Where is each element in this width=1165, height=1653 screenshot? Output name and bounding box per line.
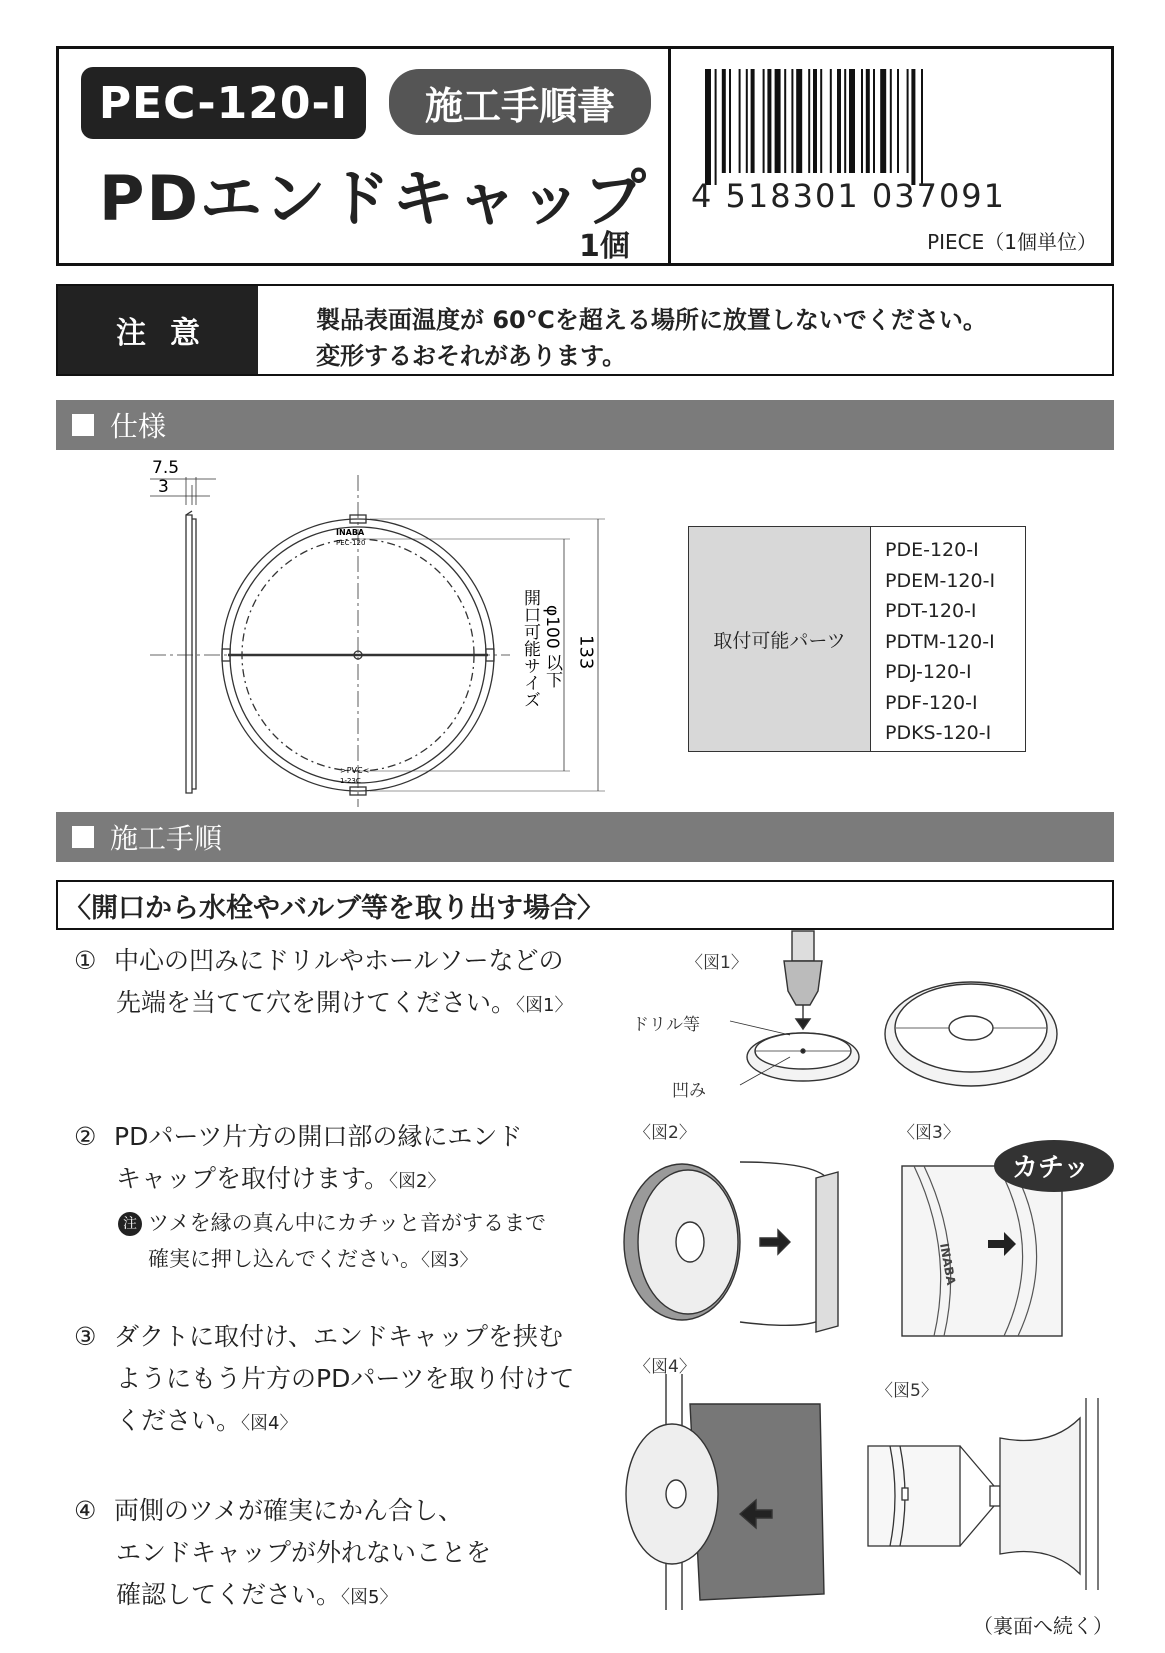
step-text: エンドキャップが外れないことを <box>116 1538 492 1567</box>
figure-reference: 〈図1〉 <box>516 995 573 1016</box>
dim-opening-label: 開口可能サイズ <box>520 589 540 708</box>
procedure-subheader: 〈開口から水栓やバルブ等を取り出す場合〉 <box>56 880 1114 930</box>
list-item: PDJ-120-I <box>885 661 972 683</box>
barcode-image <box>701 69 1051 187</box>
barcode-block <box>671 49 1111 263</box>
step-3 <box>74 1316 574 1445</box>
dim-opening-value: φ100 以下 <box>542 605 562 689</box>
figure-2-drawing <box>620 1142 870 1342</box>
section-title-spec: 仕様 <box>110 410 167 443</box>
section-title-procedure: 施工手順 <box>110 822 223 855</box>
note-text: 確実に押し込んでください。 <box>148 1247 421 1271</box>
caution-line-1: 製品表面温度が 60℃を超える場所に放置しないでください。 <box>316 306 987 334</box>
step-number: ④ <box>74 1496 97 1525</box>
compatible-parts-label: 取付可能パーツ <box>689 527 871 751</box>
step-text: ようにもう片方のPDパーツを取り付けて <box>116 1364 575 1393</box>
dim-overall: 133 <box>575 635 597 670</box>
step-number: ③ <box>74 1322 97 1351</box>
continue-note: （裏面へ続く） <box>973 1614 1113 1638</box>
figure-reference: 〈図2〉 <box>389 1171 446 1192</box>
step-text: 中心の凹みにドリルやホールソーなどの <box>114 946 564 975</box>
caution-text <box>258 286 1112 374</box>
compatible-parts-list <box>871 527 1025 751</box>
step-4 <box>74 1490 491 1619</box>
list-item: PDTM-120-I <box>885 630 995 653</box>
note-block <box>118 1205 546 1279</box>
note-mark-icon: 注 <box>118 1212 142 1236</box>
figure-4-label: 〈図4〉 <box>634 1357 696 1377</box>
step-number: ② <box>74 1122 97 1151</box>
square-bullet-icon <box>72 826 94 848</box>
figure-2-label: 〈図2〉 <box>634 1123 696 1143</box>
list-item: PDKS-120-I <box>885 722 992 744</box>
step-text: 確認してください。 <box>116 1580 342 1609</box>
piece-label: PIECE（1個単位） <box>927 230 1097 254</box>
step-number: ① <box>74 946 97 975</box>
step-1 <box>74 940 572 1027</box>
drill-label: ドリル等 <box>632 1015 700 1035</box>
list-item: PDT-120-I <box>885 600 977 622</box>
step-text: キャップを取付けます。 <box>116 1164 390 1193</box>
step-text: ください。 <box>116 1406 242 1435</box>
side-profile <box>186 515 192 793</box>
product-name: PDエンドキャップ <box>99 162 648 235</box>
title-block <box>59 49 671 263</box>
caution-label: 注意 <box>58 286 258 374</box>
list-item: PDE-120-I <box>885 539 979 561</box>
marking-bottom-1: >PVC< <box>340 766 370 775</box>
spec-drawing <box>140 455 620 815</box>
quantity-label: 1個 <box>579 229 630 264</box>
figure-4-drawing <box>620 1374 840 1610</box>
list-item: PDEM-120-I <box>885 569 996 592</box>
list-item: PDF-120-I <box>885 691 978 714</box>
figure-1-drill-drawing <box>700 925 870 1100</box>
brand-marking: INABA <box>937 1242 959 1287</box>
marking-top-2: PEC-120 <box>336 539 366 547</box>
figure-1-label: 〈図1〉 <box>686 953 748 973</box>
step-text: ダクトに取付け、エンドキャップを挟む <box>114 1322 564 1351</box>
caution-box <box>56 284 1114 376</box>
caution-line-2: 変形するおそれがあります。 <box>316 342 627 370</box>
step-2 <box>74 1116 522 1203</box>
section-header-spec <box>56 400 1114 450</box>
model-number-badge: PEC-120-I <box>81 67 366 139</box>
figure-reference: 〈図5〉 <box>341 1587 398 1608</box>
step-text: 先端を当てて穴を開けてください。 <box>116 988 517 1017</box>
figure-3-label: 〈図3〉 <box>898 1123 960 1143</box>
header-box <box>56 46 1114 266</box>
figure-1-cap-drawing <box>876 972 1066 1092</box>
figure-5-label: 〈図5〉 <box>876 1381 938 1401</box>
marking-top-1: INABA <box>336 528 365 537</box>
figure-reference: 〈図4〉 <box>241 1413 298 1434</box>
compatible-parts-table <box>688 526 1026 752</box>
marking-bottom-2: 1-23C <box>340 777 361 785</box>
figure-5-drawing <box>860 1398 1116 1590</box>
square-bullet-icon <box>72 414 94 436</box>
dent-label: 凹み <box>672 1081 706 1101</box>
click-sound-text: カチッ <box>1012 1153 1090 1183</box>
barcode-digits: 4 518301 037091 <box>691 177 1007 215</box>
note-text: ツメを縁の真ん中にカチッと音がするまで <box>148 1211 546 1235</box>
document-type-badge: 施工手順書 <box>389 69 651 135</box>
figure-3-drawing <box>894 1140 1116 1342</box>
dim-7-5: 7.5 <box>152 458 180 478</box>
section-header-procedure <box>56 812 1114 862</box>
dim-3: 3 <box>158 477 169 497</box>
figure-reference: 〈図3〉 <box>421 1250 478 1271</box>
step-text: PDパーツ片方の開口部の縁にエンド <box>114 1122 523 1151</box>
step-text: 両側のツメが確実にかん合し、 <box>114 1496 464 1525</box>
